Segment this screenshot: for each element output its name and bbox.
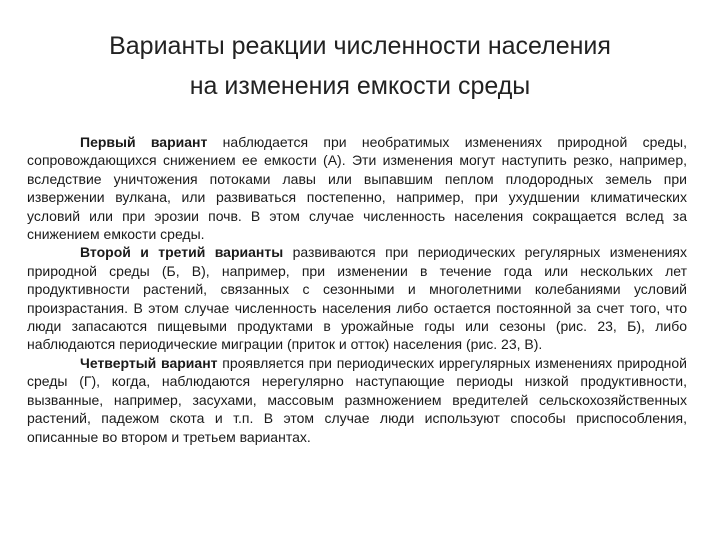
title-line-2: на изменения емкости среды: [189, 72, 531, 100]
slide-title: [40, 26, 680, 106]
slide-body: [27, 133, 687, 446]
title-line-1: Варианты реакции численности населения: [109, 32, 611, 60]
paragraph-text: проявляется при периодических иррегулярных изменениях природной среды (Г), когда, наблюдаются нерегулярно наступающие периоды низкой продуктивности, вызванные, например, засухами, массовым размножением вредителей сельскохозяйственных растений, падежом скота и т.п. В этом случае люди используют способы приспособления, описанные во втором и третьем вариантах.: [27, 354, 687, 445]
paragraph-lead: Четвертый вариант: [80, 354, 218, 371]
paragraph-second-third-variants: [27, 243, 687, 353]
paragraph-lead: Первый вариант: [80, 134, 208, 150]
paragraph-lead: Второй и третий варианты: [80, 244, 284, 261]
paragraph-text: развиваются при периодических регулярных изменениях природной среды (Б, В), например, при изменении в течение года или нескольких лет продуктивности растений, связанных с сезонными и многолетними колебаниями условий произрастания. В этом случае численность населения либо остается постоянной за счет того, что люди запасаются пищевыми продуктами в урожайные годы или сезоны (рис. 23, Б), либо наблюдаются периодические миграции (приток и отток) населения (рис. 23, В).: [27, 244, 688, 353]
paragraph-first-variant: [27, 133, 687, 243]
paragraph-fourth-variant: [27, 354, 687, 446]
paragraph-text: наблюдается при необратимых изменениях природной среды, сопровождающихся снижением ее емкости (А). Эти изменения могут наступить резко, например, вследствие уничтожения потоками лавы или выпавшим пеплом плодородных земель при извержении вулкана, или развиваться постепенно, например, при ухудшении климатических условий или при эрозии почв. В этом случае численность населения сокращается вслед за снижением емкости среды.: [27, 134, 687, 243]
